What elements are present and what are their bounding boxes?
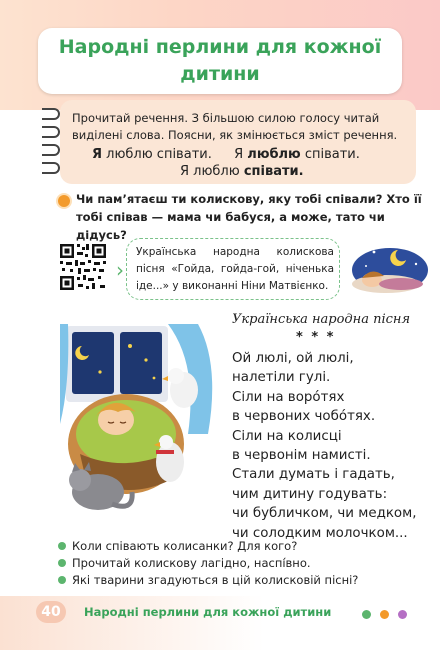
poem-line: чи солодким молочком... <box>232 525 408 541</box>
poem-line: Сіли на воро́тях <box>232 389 345 405</box>
bullet-icon <box>58 576 66 584</box>
task-line: Прочитай речення. З більшою силою голосу читай <box>72 111 380 125</box>
poem-line: Ой люлі, ой люлі, <box>232 351 354 366</box>
poem-line: чим дитину годувать: <box>232 486 388 502</box>
task-instructions <box>72 110 412 144</box>
task-line: виділені слова. Поясни, як змінюється зміст речення. <box>72 128 398 142</box>
question-text: Чи пам’ятаєш ти колискову, яку тобі співали? Хто її тобі співав — мама чи бабуся, а може, тато чи дідусь? <box>76 192 422 242</box>
emphasis: Я <box>92 147 103 162</box>
list-item-text: Прочитай колискову лагідно, наспі́вно. <box>72 556 311 570</box>
bullet-icon <box>58 542 66 550</box>
question-marker-icon <box>58 195 70 207</box>
footer-dot-icon <box>398 610 407 619</box>
poem <box>232 349 417 543</box>
footer-title: Народні перлини для кожної дитини <box>84 605 332 619</box>
emphasis: співати. <box>243 164 304 179</box>
list-item-text: Коли співають колисанки? Для кого? <box>72 539 298 553</box>
sentence-text: Я <box>234 147 248 162</box>
spiral-binding-icon <box>42 104 62 184</box>
question-list <box>58 538 428 589</box>
poem-line: в червоних чобо́тях. <box>232 409 376 425</box>
bullet-icon <box>58 559 66 567</box>
sentence-text: люблю співати. <box>102 147 212 162</box>
title-card <box>38 28 402 94</box>
audio-note-text: Українська народна колискова пісня «Гойда, гойда-гой, ніченька іде...» у виконанні Ніни Матвієнко. <box>136 246 334 292</box>
song-source: Українська народна пісня <box>232 312 411 327</box>
list-item <box>58 572 428 589</box>
list-item <box>58 538 428 555</box>
example-sentence-1 <box>92 147 216 162</box>
page-title: Народні перлини для кожної дитини <box>58 36 382 85</box>
sentence-text: Я люблю <box>180 164 244 179</box>
emphasis: люблю <box>247 147 301 162</box>
poem-line: Стали думать і гадать, <box>232 467 395 483</box>
footer-dot-icon <box>362 610 371 619</box>
cradle-illustration <box>60 324 222 522</box>
page-number: 40 <box>36 601 66 623</box>
sentence-text: співати. <box>300 147 360 162</box>
footer-dot-icon <box>380 610 389 619</box>
list-item <box>58 555 428 572</box>
example-sentence-2 <box>234 147 360 162</box>
section-stars: * * * <box>296 330 336 345</box>
poem-line: в червонім намисті. <box>232 448 371 464</box>
list-item-text: Які тварини згадуються в цій колисковій пісні? <box>72 573 359 587</box>
poem-line: Сіли на колисці <box>232 428 342 444</box>
sleeping-child-illustration <box>346 240 430 296</box>
arrow-right-icon: › <box>116 258 124 282</box>
example-sentences <box>92 147 360 162</box>
example-sentence-3 <box>180 164 304 179</box>
poem-line: чи бубличком, чи медком, <box>232 506 417 522</box>
poem-line: налетіли гулі. <box>232 370 331 386</box>
qr-code-icon[interactable] <box>58 242 108 292</box>
